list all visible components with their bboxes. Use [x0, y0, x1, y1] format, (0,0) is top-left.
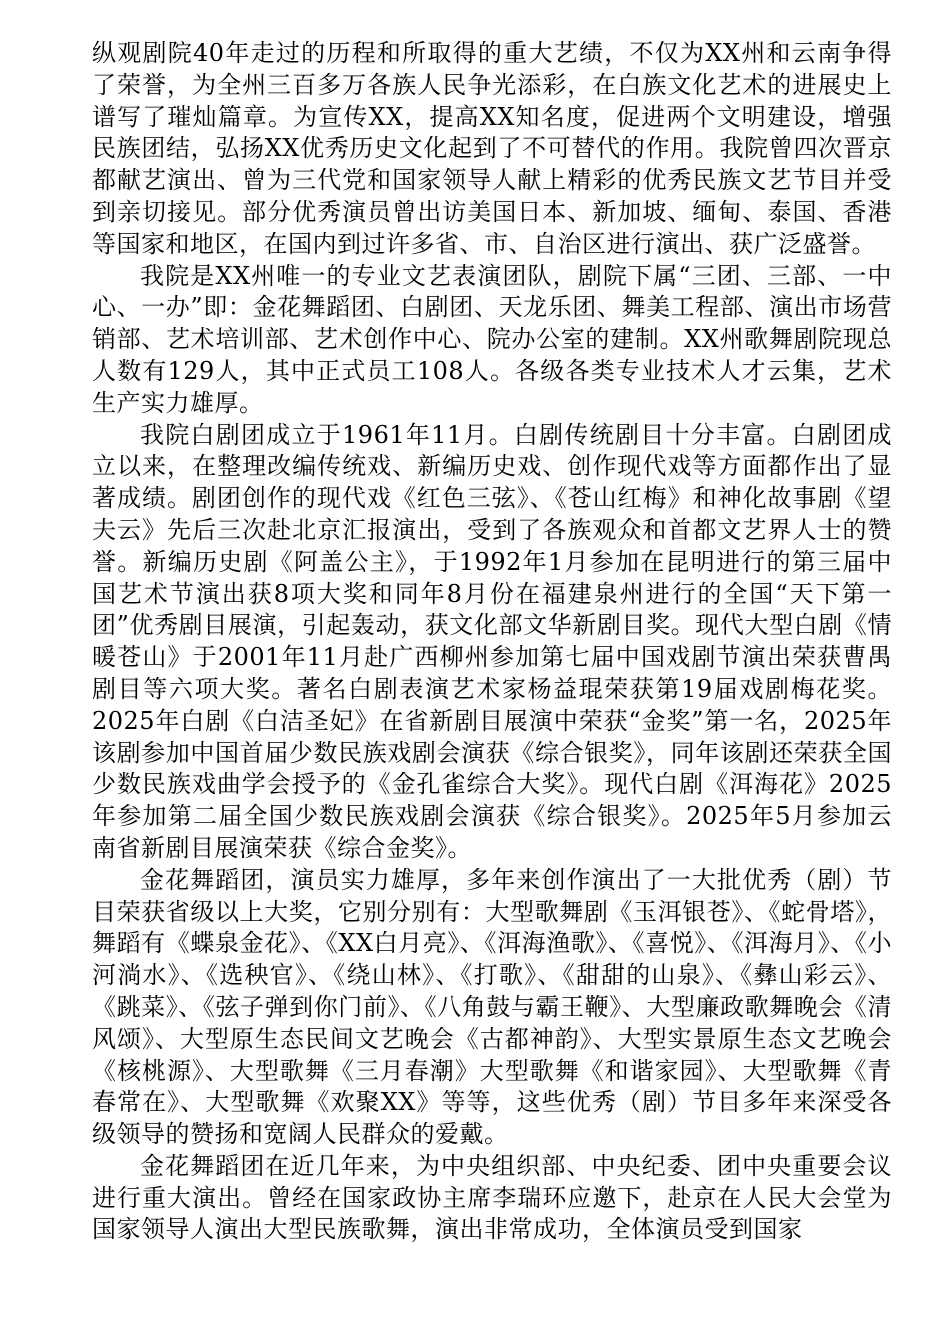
paragraph-4: 金花舞蹈团，演员实力雄厚，多年来创作演出了一大批优秀（剧）节目荣获省级以上大奖，它别分别有：大型歌舞剧《玉洱银苍》、《蛇骨塔》，舞蹈有《蝶泉金花》、《XX白月亮》、《洱海渔歌》、《喜悦》、《洱海月》、《小河淌水》、《选秧官》、《绕山林》、《打歌》、《甜甜的山泉》、《彝山彩云》、《跳菜》、《弦子弹到你门前》、《八角鼓与霸王鞭》、大型廉政歌舞晚会《清风颂》、大型原生态民间文艺晚会《古都神韵》、大型实景原生态文艺晚会《核桃源》、大型歌舞《三月春潮》大型歌舞《和谐家园》、大型歌舞《青春常在》、大型歌舞《欢聚XX》等等，这些优秀（剧）节目多年来深受各级领导的赞扬和宽阔人民群众的爱戴。 — [92, 865, 892, 1149]
paragraph-3: 我院白剧团成立于1961年11月。白剧传统剧目十分丰富。白剧团成立以来，在整理改编传统戏、新编历史戏、创作现代戏等方面都作出了显著成绩。剧团创作的现代戏《红色三弦》、《苍山红梅》和神化故事剧《望夫云》先后三次赴北京汇报演出，受到了各族观众和首都文艺界人士的赞誉。新编历史剧《阿盖公主》，于1992年1月参加在昆明进行的第三届中国艺术节演出获8项大奖和同年8月份在福建泉州进行的全国“天下第一团”优秀剧目展演，引起轰动，获文化部文华新剧目奖。现代大型白剧《情暖苍山》于2001年11月赴广西柳州参加第七届中国戏剧节演出荣获曹禺剧目等六项大奖。著名白剧表演艺术家杨益琨荣获第19届戏剧梅花奖。2025年白剧《白洁圣妃》在省新剧目展演中荣获“金奖”第一名，2025年该剧参加中国首届少数民族戏剧会演获《综合银奖》，同年该剧还荣获全国少数民族戏曲学会授予的《金孔雀综合大奖》。现代白剧《洱海花》2025年参加第二届全国少数民族戏剧会演获《综合银奖》。2025年5月参加云南省新剧目展演荣获《综合金奖》。 — [92, 420, 892, 862]
document-page — [92, 38, 892, 1246]
paragraph-2: 我院是XX州唯一的专业文艺表演团队，剧院下属“三团、三部、一中心、一办”即：金花舞蹈团、白剧团、天龙乐团、舞美工程部、演出市场营销部、艺术培训部、艺术创作中心、院办公室的建制。XX州歌舞剧院现总人数有129人，其中正式员工108人。各级各类专业技术人才云集，艺术生产实力雄厚。 — [92, 261, 892, 417]
paragraph-1: 纵观剧院40年走过的历程和所取得的重大艺绩，不仅为XX州和云南争得了荣誉，为全州三百多万各族人民争光添彩，在白族文化艺术的进展史上谱写了璀灿篇章。为宣传XX，提高XX知名度，促进两个文明建设，增强民族团结，弘扬XX优秀历史文化起到了不可替代的作用。我院曾四次晋京都献艺演出、曾为三代党和国家领导人献上精彩的优秀民族文艺节目并受到亲切接见。部分优秀演员曾出访美国日本、新加坡、缅甸、泰国、香港等国家和地区，在国内到过许多省、市、自治区进行演出、获广泛盛誉。 — [92, 39, 892, 258]
paragraph-5: 金花舞蹈团在近几年来，为中央组织部、中央纪委、团中央重要会议进行重大演出。曾经在国家政协主席李瑞环应邀下，赴京在人民大会堂为国家领导人演出大型民族歌舞，演出非常成功，全体演员受到国家 — [92, 1151, 892, 1244]
